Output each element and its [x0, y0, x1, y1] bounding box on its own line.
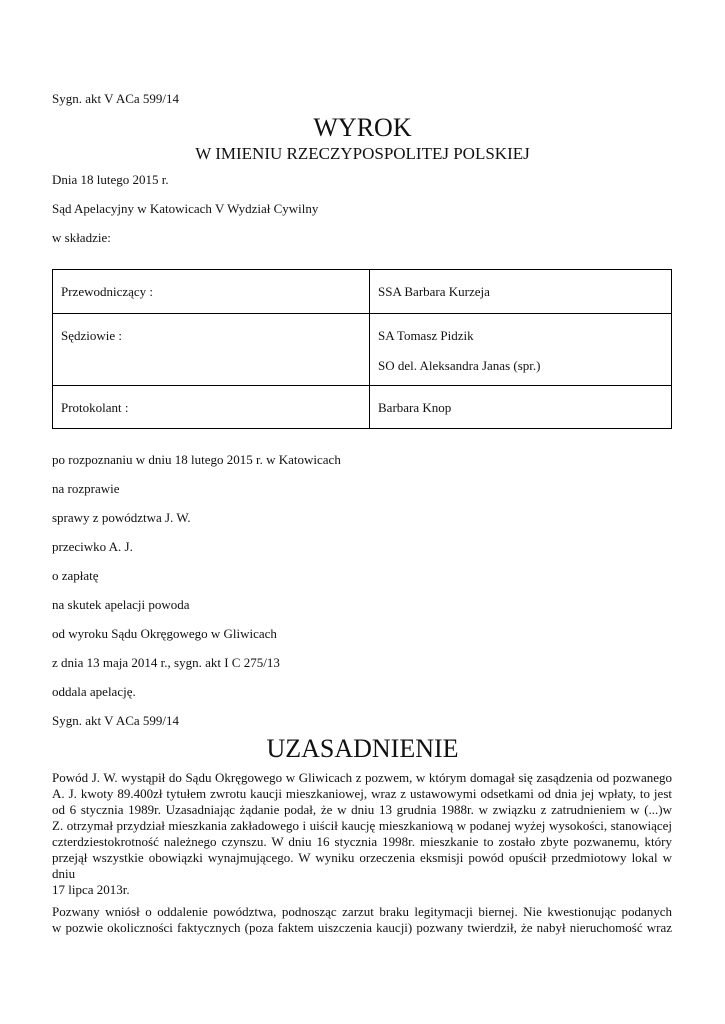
paragraph-line: przejął wszystkie obowiązki wynajmującego. W wyniku orzeczenia eksmisji powód opuścił przedmiotowy lokal w dniu [52, 850, 672, 881]
paragraph-line: od 6 stycznia 1989r. Uzasadniając żądanie podał, że w dniu 13 grudnia 1988r. w związku z zatrudnieniem w (...)w [52, 802, 672, 817]
panel-role: Protokolant : [53, 386, 370, 429]
panel-role: Sędziowie : [53, 314, 370, 386]
paragraph-line: czterdziestokrotność należnego czynszu. W dniu 16 stycznia 1998r. mieszkanie to zostało zbyte pozwanemu, który [52, 834, 672, 849]
proceeding-line: sprawy z powództwa J. W. [52, 510, 191, 525]
justification-title: UZASADNIENIE [266, 734, 459, 763]
panel-name: SSA Barbara Kurzeja [378, 284, 490, 299]
justification-paragraph-2 [52, 904, 672, 936]
paragraph-line: Powód J. W. wystąpił do Sądu Okręgowego w Gliwicach z pozwem, w którym domagał się zasądzenia od pozwanego [52, 770, 672, 785]
justification-paragraph-1 [52, 770, 672, 898]
court-line: Sąd Apelacyjny w Katowicach V Wydział Cywilny [52, 201, 319, 216]
proceeding-line: po rozpoznaniu w dniu 18 lutego 2015 r. w Katowicach [52, 452, 341, 467]
panel-names [370, 386, 672, 429]
panel-name: SO del. Aleksandra Janas (spr.) [378, 358, 541, 373]
proceeding-line: o zapłatę [52, 568, 99, 583]
panel-names [370, 314, 672, 386]
proceeding-line: oddala apelację. [52, 684, 136, 699]
panel-name: SA Tomasz Pidzik [378, 328, 474, 343]
proceeding-line: na rozprawie [52, 481, 120, 496]
proceeding-line: od wyroku Sądu Okręgowego w Gliwicach [52, 626, 277, 641]
paragraph-line: w pozwie okoliczności faktycznych (poza faktem uiszczenia kaucji) pozwany twierdził, że nabył nieruchomość wraz [52, 920, 672, 935]
panel-row-presiding [53, 270, 672, 314]
panel-role: Przewodniczący : [53, 270, 370, 314]
case-number: Sygn. akt V ACa 599/14 [52, 91, 180, 106]
document-subtitle: W IMIENIU RZECZYPOSPOLITEJ POLSKIEJ [195, 144, 530, 163]
panel-row-judges [53, 314, 672, 386]
panel-name: Barbara Knop [378, 400, 452, 415]
paragraph-line: Pozwany wniósł o oddalenie powództwa, podnosząc zarzut braku legitymacji biernej. Nie kwestionując podanych [52, 904, 672, 919]
proceeding-line: przeciwko A. J. [52, 539, 133, 554]
composition-label: w składzie: [52, 230, 111, 245]
proceeding-line: na skutek apelacji powoda [52, 597, 190, 612]
court-panel-table [52, 269, 672, 429]
date-line: Dnia 18 lutego 2015 r. [52, 172, 169, 187]
paragraph-line: Z. otrzymał przydział mieszkania zakładowego i uiścił kaucję mieszkaniową w podanej wyżej wysokości, stanowiącej [52, 818, 672, 833]
panel-row-clerk [53, 386, 672, 429]
proceeding-line: z dnia 13 maja 2014 r., sygn. akt I C 275/13 [52, 655, 280, 670]
footer-case-number: Sygn. akt V ACa 599/14 [52, 713, 180, 728]
panel-names [370, 270, 672, 314]
paragraph-line: 17 lipca 2013r. [52, 882, 130, 897]
paragraph-line: A. J. kwoty 89.400zł tytułem zwrotu kaucji mieszkaniowej, wraz z ustawowymi odsetkami od dnia jej wpłaty, to jest [52, 786, 672, 801]
document-title: WYROK [313, 113, 412, 142]
